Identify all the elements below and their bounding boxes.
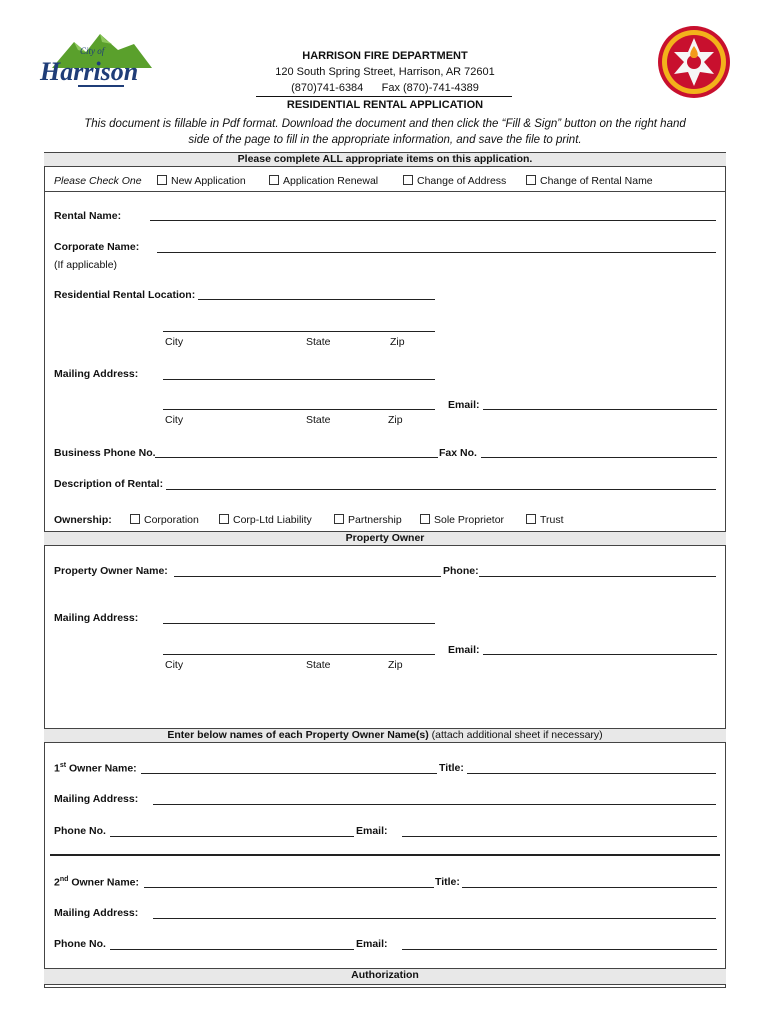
owner-email-field[interactable]	[483, 654, 717, 655]
second-owner-email-label: Email:	[356, 938, 388, 950]
sole-proprietor-checkbox[interactable]: Sole Proprietor	[420, 514, 504, 526]
ownership-label: Ownership:	[54, 514, 112, 526]
owner-separator	[50, 854, 720, 856]
check-one-label: Please Check One	[54, 175, 142, 187]
change-of-rental-name-checkbox[interactable]: Change of Rental Name	[526, 175, 653, 187]
business-phone-label: Business Phone No.	[54, 447, 156, 459]
application-renewal-checkbox[interactable]: Application Renewal	[269, 175, 378, 187]
first-owner-title-label: Title:	[439, 762, 464, 774]
description-label: Description of Rental:	[54, 478, 164, 490]
rental-location-city-state-zip-field[interactable]	[163, 331, 435, 332]
owner-mailing-address-field[interactable]	[163, 623, 435, 624]
zip-caption: Zip	[388, 659, 403, 671]
partnership-checkbox[interactable]: Partnership	[334, 514, 402, 526]
email-label: Email:	[448, 399, 480, 411]
corporate-name-field[interactable]	[157, 252, 716, 253]
second-owner-name-field[interactable]	[144, 887, 434, 888]
city-caption: City	[165, 659, 184, 671]
checkbox-box[interactable]	[157, 175, 167, 185]
trust-checkbox[interactable]: Trust	[526, 514, 564, 526]
rental-name-label: Rental Name:	[54, 210, 122, 222]
department-name: HARRISON FIRE DEPARTMENT	[302, 50, 468, 62]
if-applicable-note: (If applicable)	[54, 259, 118, 271]
instructions-line-1: This document is fillable in Pdf format. Download the document and then click the “Fill & Sign” button on the right hand	[84, 118, 686, 130]
department-address: 120 South Spring Street, Harrison, AR 72601	[275, 66, 495, 78]
property-owner-name-field[interactable]	[174, 576, 441, 577]
mailing-address-field[interactable]	[163, 379, 435, 380]
fax-label: Fax No.	[439, 447, 477, 459]
first-owner-email-field[interactable]	[402, 836, 717, 837]
first-owner-title-field[interactable]	[467, 773, 716, 774]
email-field[interactable]	[483, 409, 717, 410]
section-owner-names: Enter below names of each Property Owner Name(s) (attach additional sheet if necessary)	[44, 728, 726, 743]
state-caption: State	[306, 414, 331, 426]
second-owner-title-field[interactable]	[462, 887, 717, 888]
instructions-line-2: side of the page to fill in the appropriate information, and save the file to print.	[188, 134, 582, 146]
department-phone-fax: (870)741-6384 Fax (870)-741-4389	[291, 82, 479, 94]
checkbox-box[interactable]	[403, 175, 413, 185]
section-instructions: Please complete ALL appropriate items on this application.	[44, 152, 726, 167]
checkbox-box[interactable]	[219, 514, 229, 524]
checkbox-box[interactable]	[526, 514, 536, 524]
owner-city-state-zip-field[interactable]	[163, 654, 435, 655]
new-application-checkbox[interactable]: New Application	[157, 175, 246, 187]
mailing-city-state-zip-field[interactable]	[163, 409, 435, 410]
second-owner-mailing-field[interactable]	[153, 918, 716, 919]
svg-text:City of: City of	[80, 46, 105, 56]
change-of-address-checkbox[interactable]: Change of Address	[403, 175, 506, 187]
first-owner-email-label: Email:	[356, 825, 388, 837]
second-owner-email-field[interactable]	[402, 949, 717, 950]
svg-text:Harrison: Harrison	[40, 57, 139, 86]
property-owner-name-label: Property Owner Name:	[54, 565, 168, 577]
zip-caption: Zip	[390, 336, 405, 348]
state-caption: State	[306, 336, 331, 348]
check-one-divider	[44, 191, 726, 192]
first-owner-mailing-label: Mailing Address:	[54, 793, 139, 805]
checkbox-box[interactable]	[130, 514, 140, 524]
state-caption: State	[306, 659, 331, 671]
business-phone-field[interactable]	[155, 457, 438, 458]
second-owner-phone-label: Phone No.	[54, 938, 106, 950]
first-owner-phone-field[interactable]	[110, 836, 354, 837]
phone-label: Phone:	[443, 565, 479, 577]
corporation-checkbox[interactable]: Corporation	[130, 514, 199, 526]
second-owner-mailing-label: Mailing Address:	[54, 907, 139, 919]
header-rule	[256, 96, 512, 97]
rental-location-field[interactable]	[198, 299, 435, 300]
fax-field[interactable]	[481, 457, 717, 458]
description-field[interactable]	[166, 489, 716, 490]
checkbox-box[interactable]	[269, 175, 279, 185]
zip-caption: Zip	[388, 414, 403, 426]
first-owner-mailing-field[interactable]	[153, 804, 716, 805]
corp-ltd-liability-checkbox[interactable]: Corp-Ltd Liability	[219, 514, 312, 526]
section-property-owner: Property Owner	[44, 531, 726, 546]
first-owner-phone-label: Phone No.	[54, 825, 106, 837]
mailing-address-label: Mailing Address:	[54, 368, 139, 380]
checkbox-box[interactable]	[420, 514, 430, 524]
second-owner-name-label: 2nd Owner Name:	[54, 876, 140, 889]
first-owner-name-label: 1st Owner Name:	[54, 762, 137, 775]
second-owner-phone-field[interactable]	[110, 949, 354, 950]
section-authorization: Authorization	[44, 968, 726, 985]
rental-location-label: Residential Rental Location:	[54, 289, 196, 301]
owner-mailing-address-label: Mailing Address:	[54, 612, 139, 624]
first-owner-name-field[interactable]	[141, 773, 437, 774]
owner-email-label: Email:	[448, 644, 480, 656]
second-owner-title-label: Title:	[435, 876, 460, 888]
phone-field[interactable]	[479, 576, 716, 577]
city-caption: City	[165, 336, 184, 348]
city-caption: City	[165, 414, 184, 426]
form-title: RESIDENTIAL RENTAL APPLICATION	[286, 99, 484, 111]
checkbox-box[interactable]	[526, 175, 536, 185]
rental-name-field[interactable]	[150, 220, 716, 221]
corporate-name-label: Corporate Name:	[54, 241, 140, 253]
checkbox-box[interactable]	[334, 514, 344, 524]
